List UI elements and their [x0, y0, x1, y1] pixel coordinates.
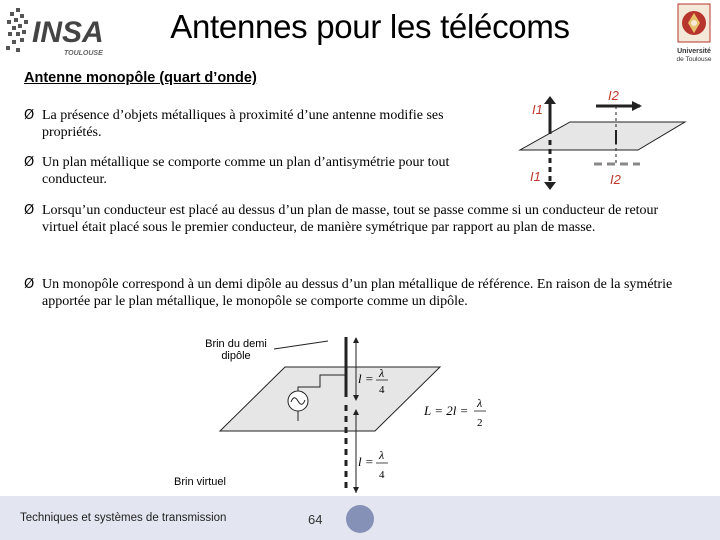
svg-text:de Toulouse: de Toulouse: [676, 56, 712, 63]
bullet-arrow-icon: Ø: [24, 155, 35, 170]
bullet-arrow-icon: Ø: [24, 203, 35, 218]
svg-text:λ: λ: [477, 396, 483, 410]
eq-l-bottom-lhs: l =: [358, 454, 374, 469]
svg-text:λ: λ: [379, 366, 385, 380]
label-demi-dipole: Brin du demi dipôle: [205, 338, 267, 362]
svg-text:TOULOUSE: TOULOUSE: [64, 50, 103, 57]
bullet-arrow-icon: Ø: [24, 108, 35, 123]
bullet-arrow-icon: Ø: [24, 277, 35, 292]
svg-text:4: 4: [379, 469, 385, 481]
universite-toulouse-logo: [670, 2, 718, 66]
eq-L: L = 2l =: [424, 403, 469, 418]
bullet-4: Ø Un monopôle correspond à un demi dipôle au dessus d’un plan métallique de référence. En raison de la symétrie apportée par le plan métallique, le monopôle se comporte comme un dipôle.: [24, 277, 673, 309]
bullet-3: Ø Lorsqu’un conducteur est placé au dessus d’un plan de masse, tout se passe comme si un conducteur de retour virtuel était placé sous le premier conducteur, de manière symétrique par rapport au plan de masse.: [24, 203, 659, 235]
label-I1-top: I1: [532, 102, 543, 117]
footer-course-title: Techniques et systèmes de transmission: [20, 512, 227, 524]
section-subtitle: Antenne monopôle (quart d’onde): [24, 70, 257, 86]
eq-l-top-lhs: l =: [358, 371, 374, 386]
insa-logo: [4, 2, 122, 60]
label-I1-bottom: I1: [530, 169, 541, 184]
label-I2-bottom: I2: [610, 172, 621, 187]
bullet-2: Ø Un plan métallique se comporte comme un plan d’antisymétrie pour tout conducteur.: [24, 155, 450, 187]
page-number: 64: [308, 512, 323, 527]
image-theory-diagram: [480, 82, 700, 194]
label-brin-virtuel: Brin virtuel: [174, 476, 226, 488]
ground-plane: [520, 122, 685, 150]
svg-text:2: 2: [477, 417, 483, 429]
svg-text:4: 4: [379, 384, 385, 396]
bullet-1: Ø La présence d’objets métalliques à proximité d’une antenne modifie ses propriétés.: [24, 108, 444, 140]
svg-text:λ: λ: [379, 448, 385, 462]
slide-title: Antennes pour les télécoms: [170, 8, 570, 45]
footer-circle-icon: [346, 505, 374, 533]
svg-text:INSA: INSA: [32, 16, 104, 49]
svg-text:Université: Université: [677, 48, 711, 55]
label-I2-top: I2: [608, 88, 619, 103]
ground-plane: [220, 367, 440, 431]
